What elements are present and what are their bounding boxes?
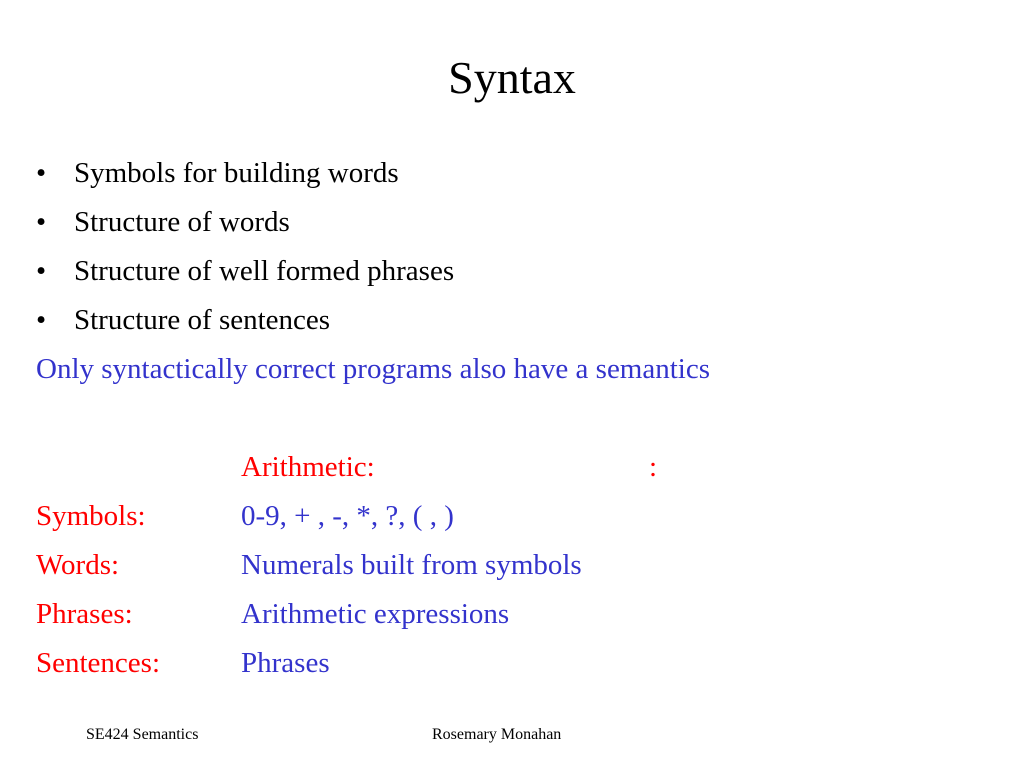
bullet-dot-icon: • [36, 157, 47, 189]
table-header-arithmetic: Arithmetic: [241, 451, 375, 483]
row-label-words: Words: [36, 549, 120, 581]
footer-course: SE424 Semantics [86, 726, 199, 743]
bullet-item [36, 296, 454, 345]
bullet-text: Structure of well formed phrases [74, 255, 455, 287]
table-header-extra: : [649, 451, 658, 483]
row-label-sentences: Sentences: [36, 647, 161, 679]
slide-title: Syntax [448, 52, 576, 103]
semantics-note: Only syntactically correct programs also have a semantics [36, 353, 711, 385]
bullet-dot-icon: • [36, 255, 47, 287]
row-value-phrases: Arithmetic expressions [241, 598, 510, 630]
bullet-dot-icon: • [36, 206, 47, 238]
bullet-list [36, 149, 454, 345]
bullet-item [36, 247, 454, 296]
bullet-text: Structure of words [74, 206, 290, 238]
row-value-sentences: Phrases [241, 647, 330, 679]
row-value-words: Numerals built from symbols [241, 549, 582, 581]
row-label-phrases: Phrases: [36, 598, 133, 630]
bullet-text: Structure of sentences [74, 304, 331, 336]
bullet-item [36, 198, 454, 247]
row-label-symbols: Symbols: [36, 500, 146, 532]
bullet-text: Symbols for building words [74, 157, 399, 189]
bullet-dot-icon: • [36, 304, 47, 336]
bullet-item [36, 149, 454, 198]
row-value-symbols: 0-9, + , -, *, ?, ( , ) [241, 500, 454, 532]
footer-author: Rosemary Monahan [432, 726, 562, 743]
